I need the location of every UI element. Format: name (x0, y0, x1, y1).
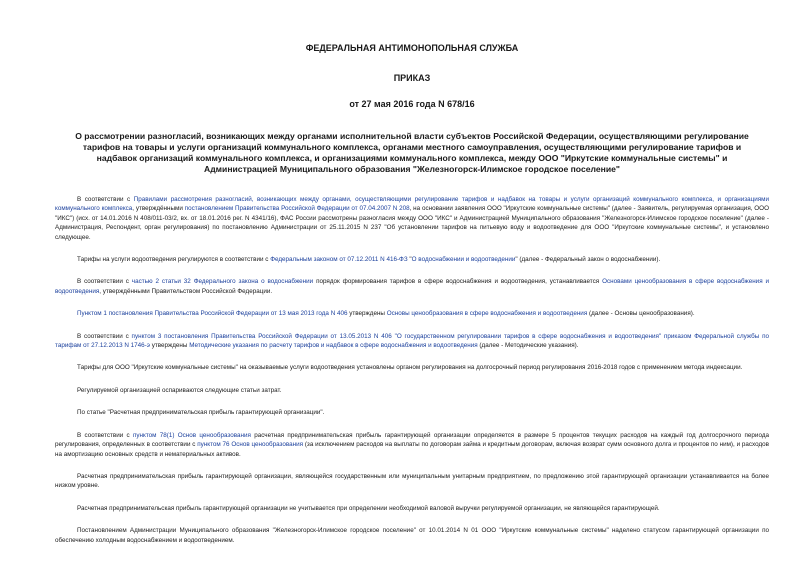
paragraph-text: , утверждёнными (132, 205, 185, 213)
paragraph-text: (за исключением расходов на выплаты по договорам займа и кредитным договорам, включая возврат сумм основного долга и процентов по ним), и расходов на амортизацию основных средств и нематериальных активов. (55, 441, 769, 458)
link-article-32-part-2[interactable]: частью 2 статьи 32 Федерального закона о водоснабжении (131, 278, 314, 286)
paragraph-6: Тарифы для ООО "Иркутские коммунальные системы" на оказываемые услуги водоотведения установлены органом регулирования на долгосрочный период регулирования 2016-2018 годов с применением метода индексации. (77, 364, 743, 372)
paragraph-9 (55, 431, 769, 459)
paragraph-2 (55, 255, 769, 264)
paragraph-10: Расчетная предпринимательская прибыль гарантирующей организации, являющейся государственным или муниципальным унитарным предприятием, по предложению этой гарантирующей организации устанавливается на более низком уровне. (55, 472, 769, 490)
link-government-decree-208[interactable]: постановлением Правительства Российской Федерации от 07.04.2007 N 208 (184, 205, 410, 213)
paragraph-text: " (далее - Федеральный закон о водоснабжении). (515, 256, 661, 264)
link-water-supply-law-title[interactable]: О водоснабжении и водоотведении (411, 256, 516, 264)
paragraph-5 (55, 332, 769, 351)
paragraph-text: , утверждёнными Правительством Российской Федерации. (99, 287, 273, 295)
paragraph-12: Постановлением Администрации Муниципального образования "Железногорск-Илимское городское поселение" от 10.01.2014 N 01 ООО "Иркутские коммунальные системы" наделено статусом гарантирующей организации по обеспечению холодным водоснабжением и водоотведением. (55, 527, 769, 544)
paragraph-text: (далее - Методические указания). (477, 342, 579, 350)
link-pricing-fundamentals[interactable]: Основами ценообразования в сфере водоснабжения и водоотведения (55, 278, 770, 295)
link-item-76-pricing[interactable]: пунктом 76 Основ ценообразования (197, 441, 304, 449)
link-rules-disagreements[interactable]: Правилами рассмотрения разногласий, возникающих между органами, осуществляющими регулирование тарифов и надбавок на товары и услуги организаций коммунального комплекса, и организациями коммунального комплекса (55, 196, 770, 213)
paragraph-text: В соответствии с (77, 332, 132, 340)
link-federal-law-416[interactable]: Федеральным законом от 07.12.2011 N 416-ФЗ (270, 256, 408, 264)
paragraph-text: (далее - Основы ценообразования). (587, 310, 695, 318)
paragraph-text: расчетная предпринимательская прибыль гарантирующей организации определяется в размере 5 процентов текущих расходов на каждый год долгосрочного периода регулирования, определенных в соответствии с (55, 431, 769, 449)
link-decree-406-item-1[interactable]: Пунктом 1 постановления Правительства Российской Федерации от 13 мая 2013 года N 406 (77, 310, 348, 318)
paragraph-text: утверждены (149, 342, 190, 350)
paragraph-3 (55, 277, 769, 296)
paragraph-text: , на основании заявления ООО "Иркутские коммунальные системы" (далее - Заявитель, регулируемая организация, ООО "ИКС") (исх. от 14.01.2016 N 408/011-03/2, вх. от 18.01.2016 рег. N 4341/16), ФАС России рассмотрены разногласия между ООО "ИКС" и Администрацией Муниципального образования "Железногорск-Илимское городское поселение" (далее - Администрация, Респондент, орган регулирования) по постановлению Администрации от 25.11.2015 N 237 "Об установлении тарифов на питьевую воду и водоотведение для ООО "Иркутские коммунальные системы", и установлено следующее. (55, 205, 769, 241)
document-date-number: от 27 мая 2016 года N 678/16 (349, 99, 475, 109)
link-item-78-1-pricing[interactable]: пунктом 78(1) Основ ценообразования (132, 431, 251, 439)
paragraph-text: В соответствии с (77, 196, 134, 203)
document-type: ПРИКАЗ (393, 73, 431, 83)
link-decree-406-item-3-fst-order[interactable]: пунктом 3 постановления Правительства Российской Федерации от 13.05.2013 N 406 "О государственном регулировании тарифов в сфере водоснабжения и водоотведения" приказом Федеральной службы по тарифам от 27.12.2013 N 1746-э (55, 332, 769, 350)
paragraph-11: Расчетная предпринимательская прибыль гарантирующей организации не учитывается при определении необходимой валовой выручки регулируемой организации, не являющейся гарантирующей. (77, 504, 660, 512)
paragraph-text: утверждены (347, 310, 387, 318)
paragraph-text: В соответствии с (77, 431, 133, 439)
link-methodical-guidelines[interactable]: Методические указания по расчету тарифов и надбавок в сфере водоснабжения и водоотведения (189, 342, 478, 350)
paragraph-text: В соответствии с (77, 278, 132, 286)
paragraph-text: порядок формирования тарифов в сфере водоснабжения и водоотведения, устанавливается (313, 278, 603, 286)
paragraph-8: По статье "Расчетная предпринимательская прибыль гарантирующей организации". (77, 409, 325, 417)
agency-name: ФЕДЕРАЛЬНАЯ АНТИМОНОПОЛЬНАЯ СЛУЖБА (305, 43, 519, 53)
paragraph-text: Тарифы на услуги водоотведения регулируются в соответствии с (77, 256, 271, 264)
paragraph-1 (55, 195, 769, 242)
paragraph-text: " (407, 256, 412, 264)
paragraph-4 (55, 309, 769, 318)
paragraph-7: Регулируемой организацией оспариваются следующие статьи затрат. (77, 386, 282, 394)
document-title: О рассмотрении разногласий, возникающих между органами исполнительной власти субъектов Российской Федерации, осуществляющими регулирование тарифов на товары и услуги организаций коммунального комплекса, органами местного самоуправления, осуществляющими регулирование тарифов и надбавок организаций коммунального комплекса, и организациями коммунального комплекса, между ООО "Иркутские коммунальные системы" и Администрацией Муниципального образования "Железногорск-Илимское городское поселение" (75, 131, 749, 174)
link-pricing-fundamentals[interactable]: Основы ценообразования в сфере водоснабжения и водоотведения (386, 310, 588, 318)
